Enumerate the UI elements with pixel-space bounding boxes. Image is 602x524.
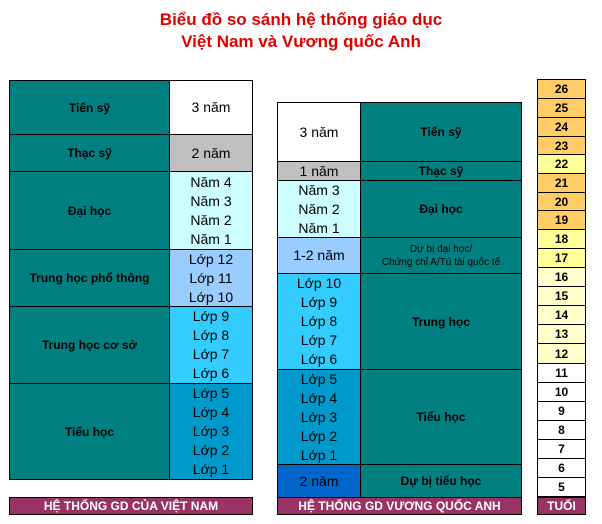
age-cell: 24 xyxy=(537,117,586,137)
uk-secondary-grades xyxy=(277,273,361,370)
uk-label-foundation-line: Chứng chỉ A/Tú tài quốc tế xyxy=(381,256,501,268)
uk-phd-item: 3 năm xyxy=(299,123,339,140)
vn-footer: HỆ THỐNG GD CỦA VIỆT NAM xyxy=(9,497,253,515)
uk-primary-item: Lớp 2 xyxy=(300,427,338,444)
age-cell: 10 xyxy=(537,382,586,402)
vn-university-years xyxy=(169,171,253,250)
vn-university-item: Năm 2 xyxy=(190,211,232,228)
vn-masters-duration xyxy=(169,134,253,172)
vn-secondary-item: Lớp 9 xyxy=(192,308,230,324)
uk-foundation-duration xyxy=(277,237,361,274)
vn-university-item: Năm 3 xyxy=(190,192,232,209)
age-cell: 25 xyxy=(537,98,586,118)
vn-label-phd: Tiến sỹ xyxy=(9,80,170,135)
age-cell: 18 xyxy=(537,229,586,249)
uk-label-university: Đại học xyxy=(360,180,522,238)
vn-secondary-grades xyxy=(169,306,253,384)
uk-secondary-item: Lớp 6 xyxy=(300,351,338,367)
age-cell: 12 xyxy=(537,343,586,364)
vn-primary-grades xyxy=(169,383,253,480)
age-cell: 22 xyxy=(537,154,586,174)
uk-secondary-item: Lớp 10 xyxy=(296,275,342,291)
uk-label-phd: Tiến sỹ xyxy=(360,102,522,162)
uk-label-foundation-line: Dự bị đại học/ xyxy=(409,243,473,255)
uk-secondary-item: Lớp 8 xyxy=(300,313,338,329)
vn-label-masters: Thạc sỹ xyxy=(9,134,170,172)
uk-secondary-item: Lớp 7 xyxy=(300,332,338,348)
age-cell: 26 xyxy=(537,79,586,99)
vn-university-item: Năm 4 xyxy=(190,173,232,190)
uk-pre-primary-duration xyxy=(277,464,361,498)
uk-primary-item: Lớp 3 xyxy=(300,408,338,425)
title-line-1: Biểu đồ so sánh hệ thống giáo dục xyxy=(159,10,443,29)
uk-pre-primary-item: 2 năm xyxy=(299,472,339,489)
vn-label-primary: Tiểu học xyxy=(9,383,170,480)
vn-high-school-item: Lớp 12 xyxy=(188,250,234,267)
age-cell: 13 xyxy=(537,324,586,344)
uk-secondary-item: Lớp 9 xyxy=(300,294,338,310)
uk-university-item: Năm 3 xyxy=(298,181,340,198)
vn-high-school-item: Lớp 11 xyxy=(189,269,233,286)
vn-university-item: Năm 1 xyxy=(190,230,232,247)
age-cell: 16 xyxy=(537,267,586,287)
uk-masters-item: 1 năm xyxy=(299,162,339,179)
age-cell: 11 xyxy=(537,363,586,383)
uk-phd-duration xyxy=(277,102,361,162)
uk-label-primary: Tiểu học xyxy=(360,369,522,465)
uk-primary-grades xyxy=(277,369,361,465)
age-cell: 9 xyxy=(537,401,586,421)
age-cell: 21 xyxy=(537,173,586,193)
uk-university-years xyxy=(277,180,361,238)
age-cell: 6 xyxy=(537,458,586,478)
age-footer: TUỔI xyxy=(537,497,586,515)
uk-footer: HỆ THỐNG GD VƯƠNG QUỐC ANH xyxy=(277,497,522,515)
age-cell: 14 xyxy=(537,305,586,325)
age-cell: 5 xyxy=(537,477,586,497)
vn-label-university: Đại học xyxy=(9,171,170,250)
vn-phd-item: 3 năm xyxy=(191,99,231,115)
uk-university-item: Năm 1 xyxy=(298,219,340,236)
uk-label-secondary: Trung học xyxy=(360,273,522,370)
age-cell: 8 xyxy=(537,420,586,440)
title-line-2: Việt Nam và Vương quốc Anh xyxy=(181,32,421,51)
vn-high-school-item: Lớp 10 xyxy=(188,288,234,305)
uk-label-pre-primary: Dự bị tiểu học xyxy=(360,464,522,498)
uk-primary-item: Lớp 5 xyxy=(300,370,338,387)
vn-phd-duration xyxy=(169,80,253,135)
uk-primary-item: Lớp 1 xyxy=(300,446,338,463)
uk-label-masters: Thạc sỹ xyxy=(360,161,522,181)
uk-masters-duration xyxy=(277,161,361,181)
vn-secondary-item: Lớp 8 xyxy=(192,327,230,343)
vn-primary-item: Lớp 5 xyxy=(192,385,230,401)
vn-label-high-school: Trung học phổ thông xyxy=(9,249,170,307)
uk-university-item: Năm 2 xyxy=(298,200,340,217)
uk-primary-item: Lớp 4 xyxy=(300,389,338,406)
vn-label-secondary: Trung học cơ sở xyxy=(9,306,170,384)
vn-secondary-item: Lớp 6 xyxy=(192,365,230,381)
vn-primary-item: Lớp 3 xyxy=(192,423,230,439)
age-cell: 19 xyxy=(537,210,586,230)
vn-masters-item: 2 năm xyxy=(191,144,231,161)
age-cell: 17 xyxy=(537,248,586,268)
age-cell: 15 xyxy=(537,286,586,306)
vn-high-school-grades xyxy=(169,249,253,307)
age-cell: 20 xyxy=(537,192,586,211)
vn-primary-item: Lớp 2 xyxy=(192,442,230,458)
age-cell: 7 xyxy=(537,439,586,459)
age-cell: 23 xyxy=(537,136,586,155)
vn-primary-item: Lớp 4 xyxy=(192,404,230,420)
uk-label-foundation xyxy=(360,237,522,274)
uk-foundation-item: 1-2 năm xyxy=(293,247,345,263)
vn-primary-item: Lớp 1 xyxy=(192,461,230,477)
vn-secondary-item: Lớp 7 xyxy=(192,346,230,362)
